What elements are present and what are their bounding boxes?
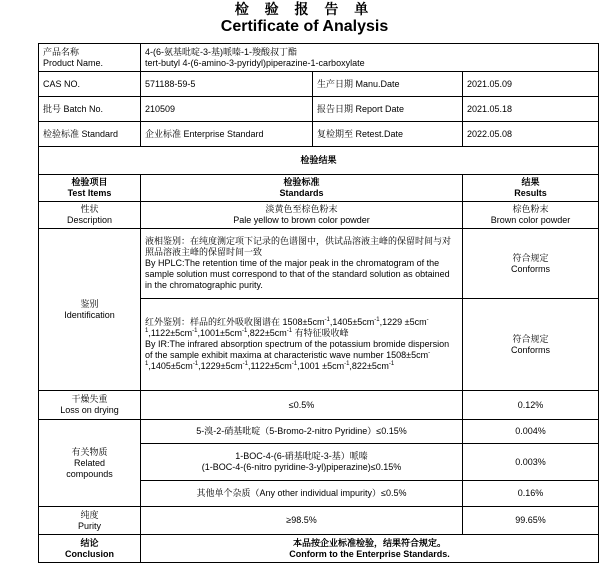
product-name-value [141, 44, 599, 72]
purity-item [39, 507, 141, 535]
related-standard: 5-溴-2-硝基吡啶（5-Bromo-2-nitro Pyridine）≤0.15% [141, 420, 463, 444]
related-result: 0.004% [463, 420, 599, 444]
product-name-en: tert-butyl 4-(6-amino-3-pyridyl)piperazine-1-carboxylate [145, 57, 365, 68]
identification-hplc-standard [141, 229, 463, 299]
description-item-cn: 性状 [80, 204, 99, 214]
ir-en-text: By IR:The infrared absorption spectrum of the potassium bromide dispersion of the sample exhibit maxima at characteristic wave number 1508±5cm [145, 339, 450, 360]
header-standards-en: Standards [279, 188, 324, 198]
unit-superscript: -1 [324, 317, 330, 323]
unit-superscript: -1 [286, 328, 293, 334]
report-date-label: 报告日期 Report Date [313, 97, 463, 122]
ir-cn-text: 红外鉴别：样品的红外吸收图谱在 1508±5cm [145, 317, 325, 327]
ir-result-en: Conforms [511, 344, 551, 355]
identification-hplc-row [39, 229, 599, 299]
cas-row [39, 72, 599, 97]
hplc-result-cn: 符合规定 [512, 252, 549, 263]
unit-superscript: -1 [242, 361, 248, 367]
loss-on-drying-item [39, 391, 141, 420]
header-test-items-cn: 检验项目 [71, 177, 108, 187]
ir-result-cn: 符合规定 [512, 333, 549, 344]
cas-label: CAS NO. [39, 72, 141, 97]
unit-superscript: -1 [241, 328, 248, 334]
related-item-en-2: compounds [66, 468, 113, 479]
product-name-label-cn: 产品名称 [43, 46, 80, 57]
conclusion-item-en: Conclusion [65, 548, 114, 559]
identification-item-cn: 鉴别 [80, 298, 99, 309]
standard-label: 检验标准 Standard [39, 122, 141, 147]
product-name-cn: 4-(6-氨基吡啶-3-基)哌嗪-1-羧酸叔丁酯 [145, 46, 297, 57]
header-standards [141, 175, 463, 202]
ir-cn-text: ,1122±5cm [148, 328, 193, 338]
retest-value: 2022.05.08 [463, 122, 599, 147]
standard-row [39, 122, 599, 147]
header-test-items [39, 175, 141, 202]
batch-label: 批号 Batch No. [39, 97, 141, 122]
header-test-items-en: Test Items [67, 188, 112, 198]
loss-on-drying-result: 0.12% [463, 391, 599, 420]
title-chinese: 检 验 报 告 单 [234, 1, 375, 17]
ir-en-text: ,822±5cm [349, 361, 389, 371]
loss-on-drying-row [39, 391, 599, 420]
loss-on-drying-standard: ≤0.5% [141, 391, 463, 420]
purity-row [39, 507, 599, 535]
description-standard [141, 202, 463, 229]
header-results-cn: 结果 [521, 177, 540, 187]
hplc-standard-cn: 液相鉴别：在纯度测定项下记录的色谱图中，供试品溶液主峰的保留时间与对照品溶液主峰的保留时间一致 [145, 236, 452, 257]
standard-value: 企业标准 Enterprise Standard [141, 122, 313, 147]
related-row [39, 420, 599, 444]
product-name-label [39, 44, 141, 72]
results-section-row [39, 147, 599, 175]
identification-item-en: Identification [64, 309, 115, 320]
identification-item [39, 229, 141, 391]
coa-table [38, 43, 599, 563]
ir-standard-en [145, 339, 458, 372]
description-result-cn: 棕色粉末 [512, 204, 549, 214]
ir-cn-text: 有特征吸收峰 [292, 328, 349, 338]
ir-cn-text: ,1405±5cm [329, 317, 375, 327]
ir-cn-text: ,1001±5cm [197, 328, 242, 338]
unit-superscript: -1 [291, 361, 298, 367]
unit-superscript: -1 [344, 361, 350, 367]
conclusion-item [39, 535, 141, 563]
ir-cn-text: ,1229 ±5cm [379, 317, 427, 327]
description-item-en: Description [66, 215, 113, 225]
hplc-result-en: Conforms [511, 263, 551, 274]
manu-date-label: 生产日期 Manu.Date [313, 72, 463, 97]
product-name-label-en: Product Name. [43, 57, 104, 68]
ir-en-text: ,1229±5cm [198, 361, 243, 371]
purity-item-en: Purity [77, 520, 101, 531]
cas-value: 571188-59-5 [141, 72, 313, 97]
description-result-en: Brown color powder [490, 215, 571, 225]
identification-hplc-result [463, 229, 599, 299]
related-result: 0.16% [463, 481, 599, 507]
report-date-value: 2021.05.18 [463, 97, 599, 122]
results-header-row [39, 175, 599, 202]
related-standard-line: 1-BOC-4-(6-硝基吡啶-3-基）哌嗪 [235, 451, 368, 461]
loss-on-drying-item-cn: 干燥失重 [71, 394, 108, 404]
unit-superscript: -1 [192, 328, 198, 334]
related-item-cn: 有关物质 [71, 446, 108, 457]
related-standard [141, 444, 463, 481]
conclusion-item-cn: 结论 [80, 537, 99, 548]
description-standard-en: Pale yellow to brown color powder [233, 215, 370, 225]
batch-value: 210509 [141, 97, 313, 122]
description-row [39, 202, 599, 229]
unit-superscript: -1 [374, 317, 380, 323]
related-standard: 其他单个杂质（Any other individual impurity）≤0.5% [141, 481, 463, 507]
unit-superscript: -1 [192, 361, 199, 367]
conclusion-text [141, 535, 599, 563]
purity-item-cn: 纯度 [80, 509, 99, 520]
ir-en-text: ,1122±5cm [247, 361, 292, 371]
description-item [39, 202, 141, 229]
batch-row [39, 97, 599, 122]
unit-superscript: -1 [388, 361, 395, 367]
conclusion-text-cn: 本品按企业标准检验，结果符合规定。 [293, 537, 447, 548]
conclusion-text-en: Conform to the Enterprise Standards. [289, 548, 450, 559]
results-section-title: 检验结果 [39, 147, 599, 175]
unit-superscript: -1 [145, 317, 429, 334]
retest-label: 复检期至 Retest.Date [313, 122, 463, 147]
description-result [463, 202, 599, 229]
identification-ir-standard [141, 299, 463, 391]
purity-standard: ≥98.5% [141, 507, 463, 535]
related-standard-line: (1-BOC-4-(6-nitro pyridine-3-yl)piperazine)≤0.15% [201, 462, 402, 472]
header-results-en: Results [514, 188, 547, 198]
ir-standard-cn [145, 317, 458, 339]
title-english: Certificate of Analysis [220, 18, 389, 35]
product-name-row [39, 44, 599, 72]
ir-en-text: ,1001 ±5cm [297, 361, 345, 371]
unit-superscript: -1 [145, 350, 431, 367]
header-standards-cn: 检验标准 [283, 177, 320, 187]
loss-on-drying-item-en: Loss on drying [60, 405, 119, 415]
conclusion-row [39, 535, 599, 563]
related-item-en: Related [73, 457, 106, 468]
header-results [463, 175, 599, 202]
purity-result: 99.65% [463, 507, 599, 535]
description-standard-cn: 淡黄色至棕色粉末 [265, 204, 338, 214]
related-result: 0.003% [463, 444, 599, 481]
ir-cn-text: ,822±5cm [247, 328, 287, 338]
hplc-standard-en: By HPLC:The retention time of the major peak in the chromatogram of the sample solution must correspond to that of the standard solution as obtained in the chromatographic purity. [145, 258, 450, 290]
ir-en-text: ,1405±5cm [148, 361, 193, 371]
related-item [39, 420, 141, 507]
identification-ir-result [463, 299, 599, 391]
manu-date-value: 2021.05.09 [463, 72, 599, 97]
